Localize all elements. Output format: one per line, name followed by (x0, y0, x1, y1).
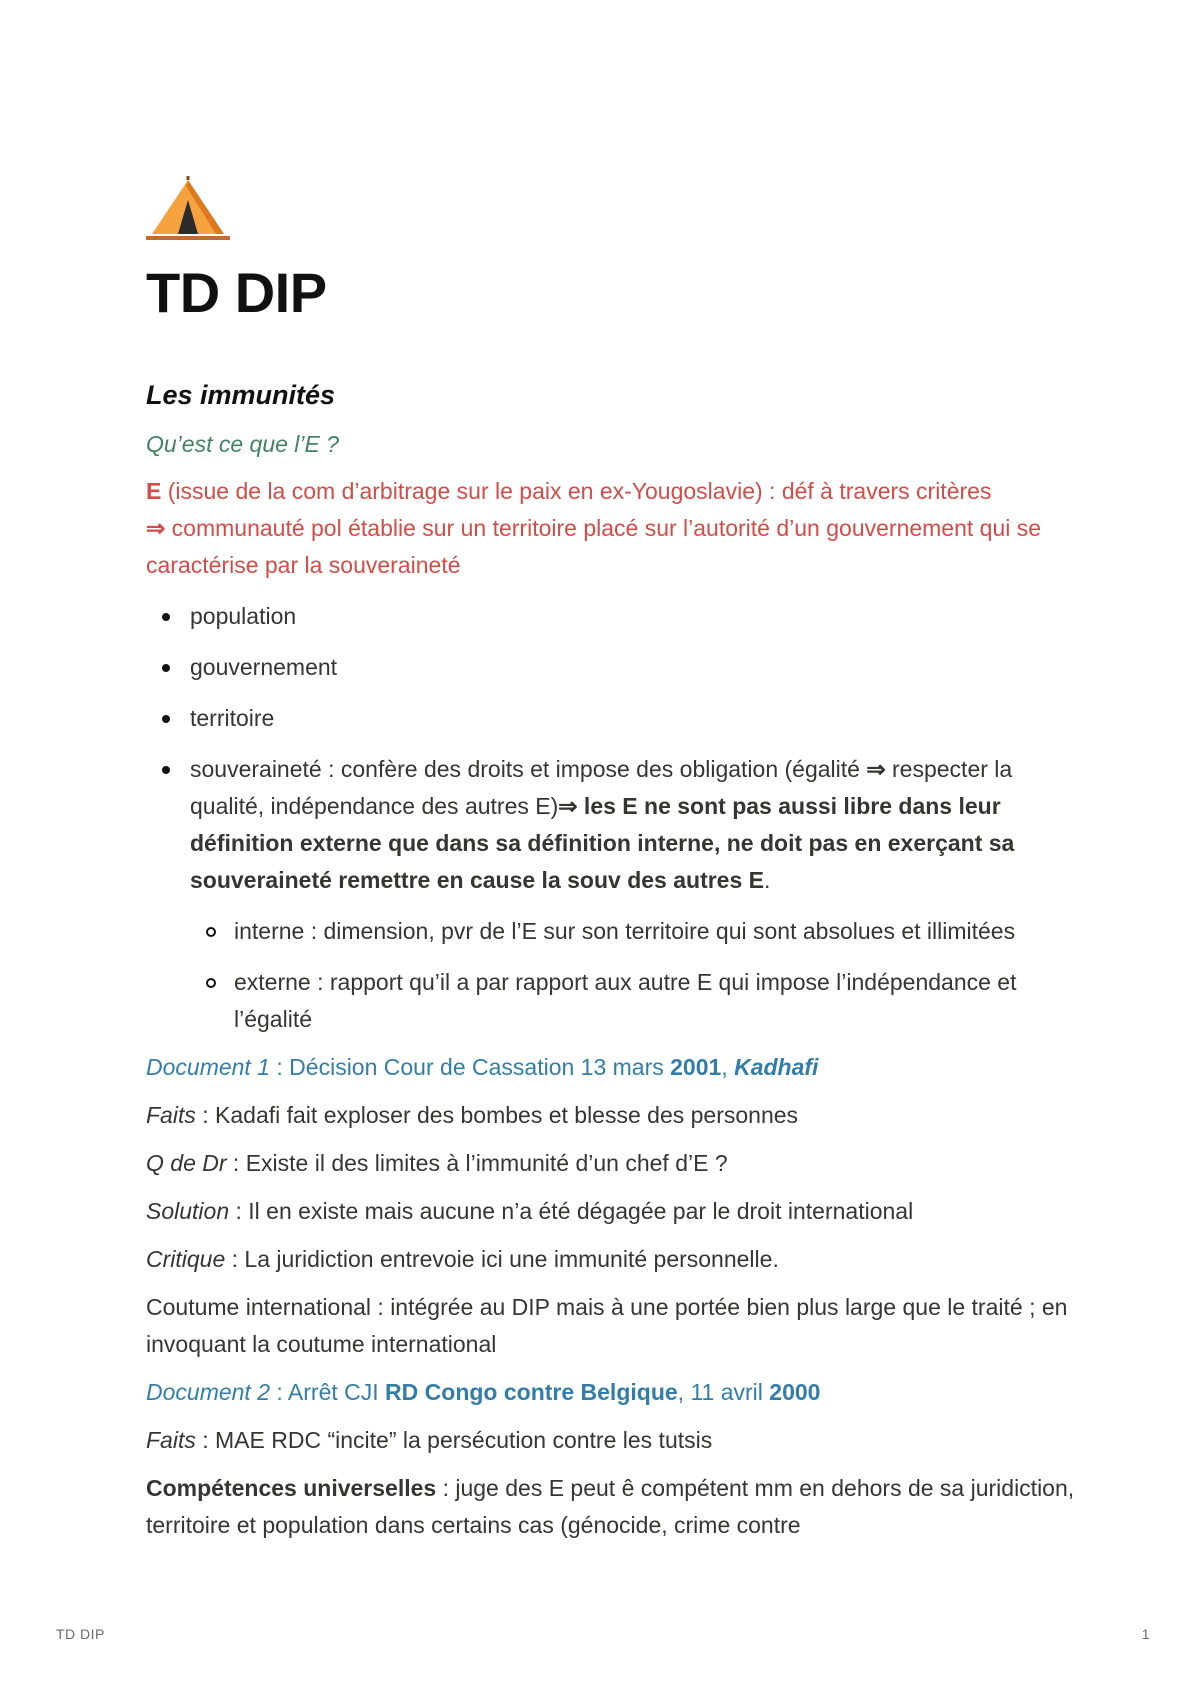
sovereignty-end: . (764, 867, 771, 893)
doc2-competences (146, 1470, 1076, 1544)
footer-title: TD DIP (56, 1626, 105, 1642)
definition-e: E (146, 478, 162, 504)
page-title: TD DIP (146, 261, 327, 324)
doc1-critique (146, 1241, 1076, 1278)
definition-line2: communauté pol établie sur un territoire placé sur l’autorité d’un gouvernement qui se caractérise par la souveraineté (146, 515, 1042, 578)
faits-text: : MAE RDC “incite” la persécution contre les tutsis (195, 1427, 713, 1453)
arrow-icon: ⇒ (146, 515, 166, 541)
doc2-heading (146, 1374, 1076, 1411)
list-item: territoire (146, 700, 1076, 737)
doc1-faits (146, 1097, 1076, 1134)
competences-text: : juge des E peut ê compétent mm en dehors de sa juridiction, territoire et population dans certains cas (génocide, crime contre (146, 1475, 1075, 1538)
doc1-label: Document 1 (146, 1054, 271, 1080)
question: Qu’est ce que l’E ? (146, 431, 340, 457)
doc1-solution (146, 1193, 1076, 1230)
sovereignty-sublist (190, 913, 1076, 1038)
doc2-desc: : Arrêt CJI (270, 1379, 386, 1405)
list-item: interne : dimension, pvr de l’E sur son territoire qui sont absolues et illimitées (190, 913, 1076, 950)
tent-icon (146, 176, 230, 240)
faits-label: Faits (146, 1102, 196, 1128)
list-item: gouvernement (146, 649, 1076, 686)
arrow-icon: ⇒ (558, 793, 578, 819)
doc1-sep: , (721, 1054, 735, 1080)
page-content (146, 176, 1076, 1544)
faits-label: Faits (146, 1427, 196, 1453)
solution-text: : Il en existe mais aucune n’a été dégagée par le droit international (229, 1198, 914, 1224)
doc1-desc: : Décision Cour de Cassation 13 mars (270, 1054, 671, 1080)
doc2-year: 2000 (769, 1379, 821, 1405)
doc2-faits (146, 1422, 1076, 1459)
page-number: 1 (1141, 1626, 1150, 1642)
doc2-label: Document 2 (146, 1379, 271, 1405)
section-title: Les immunités (146, 380, 336, 410)
faits-text: : Kadafi fait exploser des bombes et blesse des personnes (195, 1102, 799, 1128)
doc1-name: Kadhafi (734, 1054, 819, 1080)
doc1-coutume: Coutume international : intégrée au DIP mais à une portée bien plus large que le traité ; en invoquant la coutume international (146, 1294, 1068, 1357)
criteria-list (146, 598, 1076, 1038)
definition (146, 473, 1076, 584)
doc2-case: RD Congo contre Belgique (385, 1379, 678, 1405)
solution-label: Solution (146, 1198, 230, 1224)
critique-text: : La juridiction entrevoie ici une immunité personnelle. (225, 1246, 779, 1272)
list-item: externe : rapport qu’il a par rapport aux autre E qui impose l’indépendance et l’égalité (190, 964, 1076, 1038)
doc1-year: 2001 (670, 1054, 722, 1080)
list-item: population (146, 598, 1076, 635)
sovereignty-part1: souveraineté : confère des droits et impose des obligation (égalité (190, 756, 867, 782)
qdr-label: Q de Dr (146, 1150, 227, 1176)
critique-label: Critique (146, 1246, 226, 1272)
arrow-icon: ⇒ (866, 756, 886, 782)
qdr-text: : Existe il des limites à l’immunité d’un chef d’E ? (226, 1150, 728, 1176)
competences-label: Compétences universelles (146, 1475, 437, 1501)
doc2-date: , 11 avril (677, 1379, 770, 1405)
doc1-qdr (146, 1145, 1076, 1182)
doc1-heading (146, 1049, 1076, 1086)
definition-line1: (issue de la com d’arbitrage sur le paix en ex-Yougoslavie) : déf à travers critères (161, 478, 992, 504)
sovereignty-part2: respecter la qualité, indépendance des autres E) (190, 756, 1013, 819)
list-item-sovereignty (146, 751, 1076, 1038)
sovereignty-bold: les E ne sont pas aussi libre dans leur définition externe que dans sa définition interne, ne doit pas en exerçant sa souveraineté remettre en cause la souv des autres E (190, 793, 1015, 893)
